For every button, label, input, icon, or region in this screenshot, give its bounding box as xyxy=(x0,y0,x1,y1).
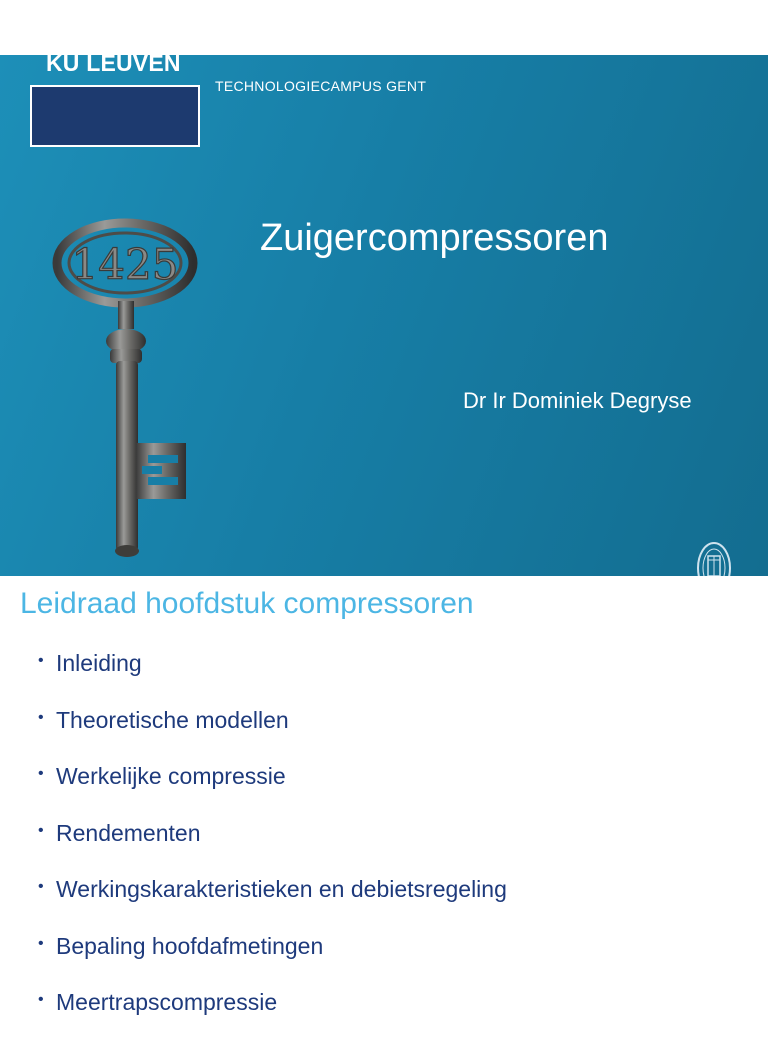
campus-name: TECHNOLOGIECAMPUS GENT xyxy=(215,78,427,94)
list-item xyxy=(38,650,507,707)
logo-text: KU LEUVEN xyxy=(46,50,181,76)
bullet-icon: • xyxy=(38,821,44,839)
list-item xyxy=(38,933,507,990)
university-seal-icon xyxy=(694,540,734,576)
list-item xyxy=(38,989,507,1046)
key-number: 1425 xyxy=(71,240,179,289)
author-name: Dr Ir Dominiek Degryse xyxy=(463,388,692,413)
list-item-label: Werkingskarakteristieken en debietsregeling xyxy=(56,876,507,902)
outline-list xyxy=(38,650,507,1046)
bullet-icon: • xyxy=(38,934,44,952)
list-item-label: Rendementen xyxy=(56,819,201,846)
outline-heading: Leidraad hoofdstuk compressoren xyxy=(20,587,474,620)
title-slide xyxy=(0,55,768,576)
bullet-icon: • xyxy=(38,652,44,669)
list-item-label: Meertrapscompressie xyxy=(56,989,278,1015)
list-item xyxy=(38,763,507,820)
bullet-icon: • xyxy=(38,765,44,782)
bullet-icon: • xyxy=(38,708,44,726)
list-item-label: Theoretische modellen xyxy=(56,706,289,733)
list-item xyxy=(38,707,507,764)
list-item-label: Bepaling hoofdafmetingen xyxy=(56,932,324,959)
list-item xyxy=(38,820,507,877)
list-item-label: Werkelijke compressie xyxy=(56,763,286,789)
bullet-icon: • xyxy=(38,878,44,895)
ku-leuven-logo xyxy=(30,85,200,147)
bullet-icon: • xyxy=(38,991,44,1008)
list-item xyxy=(38,876,507,933)
list-item-label: Inleiding xyxy=(56,650,142,676)
key-image xyxy=(50,215,210,575)
presentation-title: Zuigercompressoren xyxy=(260,217,609,259)
